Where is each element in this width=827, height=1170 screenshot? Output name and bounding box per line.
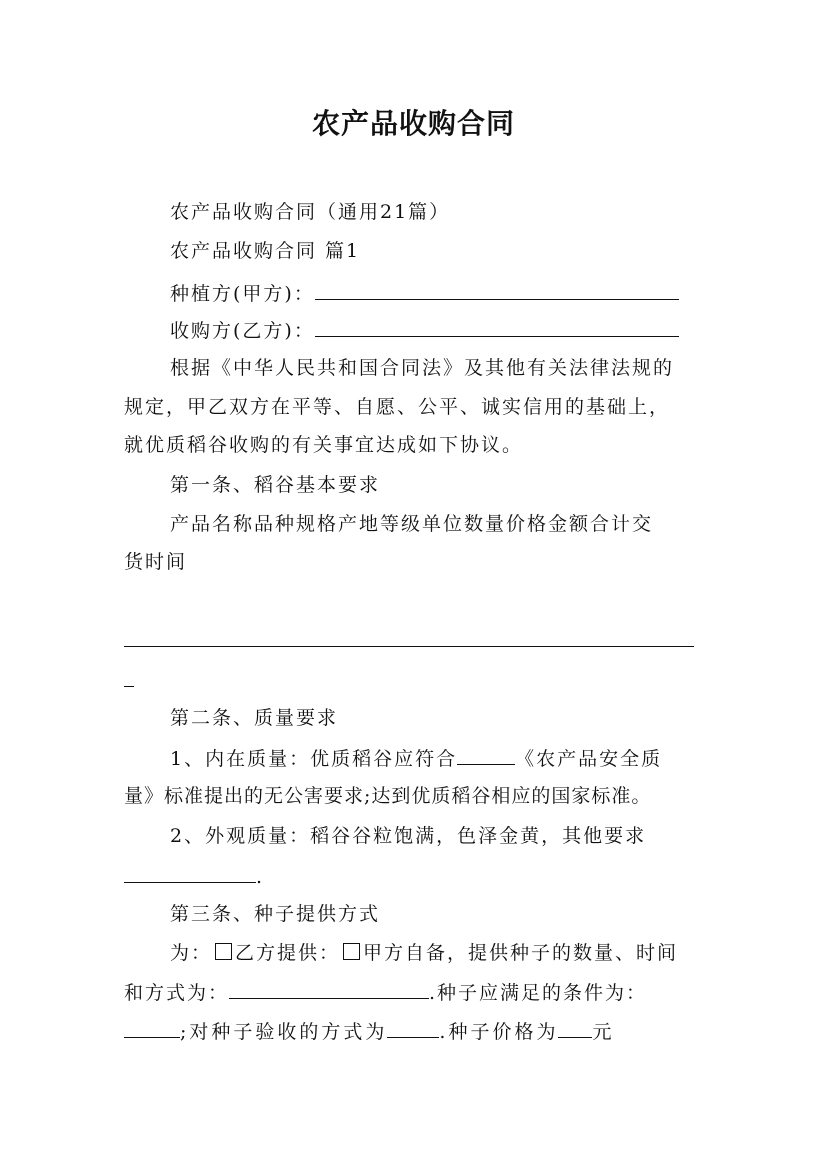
blank-rule-end: [124, 686, 134, 687]
text-fragment: 为：: [170, 942, 213, 964]
fill-blank: [387, 1017, 439, 1038]
paragraph-line: 就优质稻谷收购的有关事宜达成如下协议。: [124, 434, 524, 456]
article-heading: 第一条、稻谷基本要求: [170, 474, 381, 496]
party-a-line: [170, 279, 710, 307]
fill-blank: [457, 744, 515, 765]
paragraph-line: 规定，甲乙双方在平等、自愿、公平、诚实信用的基础上，: [124, 396, 671, 418]
section-heading: 农产品收购合同 篇1: [170, 240, 361, 262]
party-b-blank: [315, 316, 679, 337]
party-b-line: [170, 316, 710, 344]
fill-blank: [558, 1017, 592, 1038]
fill-blank: [124, 862, 256, 883]
fill-blank: [124, 1017, 180, 1038]
text-fragment: 1、内在质量：优质稻谷应符合: [170, 748, 458, 770]
text-fragment: 元: [592, 1021, 615, 1043]
fill-blank: [229, 978, 429, 999]
text-fragment: .: [256, 866, 265, 888]
subtitle-line: 农产品收购合同（通用21篇）: [170, 201, 451, 223]
paragraph-line: 量》标准提出的无公害要求;达到优质稻谷相应的国家标准。: [124, 785, 652, 807]
article-heading: 第二条、质量要求: [170, 707, 339, 729]
blank-rule: [124, 646, 694, 647]
paragraph-line: 产品名称品种规格产地等级单位数量价格金额合计交: [170, 513, 654, 535]
paragraph-line: [170, 744, 710, 772]
text-fragment: .种子价格为: [439, 1021, 559, 1043]
paragraph-line: 货时间: [124, 551, 188, 573]
text-fragment: 和方式为：: [124, 982, 230, 1004]
paragraph-line: 2、外观质量：稻谷谷粒饱满，色泽金黄，其他要求: [170, 825, 647, 847]
checkbox-icon: [343, 943, 360, 960]
party-b-label: 收购方(乙方)：: [170, 320, 315, 342]
party-a-blank: [315, 279, 679, 300]
document-title: 农产品收购合同: [311, 107, 515, 140]
text-fragment: 甲方自备，提供种子的数量、时间: [363, 942, 679, 964]
text-fragment: .种子应满足的条件为：: [429, 982, 648, 1004]
paragraph-line: [170, 940, 710, 966]
paragraph-line: 根据《中华人民共和国合同法》及其他有关法律法规的: [170, 357, 675, 379]
article-heading: 第三条、种子提供方式: [170, 903, 381, 925]
checkbox-icon: [215, 943, 232, 960]
paragraph-line: [124, 978, 714, 1006]
text-fragment: 乙方提供：: [235, 942, 341, 964]
text-fragment: 《农产品安全质: [515, 748, 663, 770]
paragraph-line: [124, 1017, 714, 1045]
party-a-label: 种植方(甲方)：: [170, 283, 315, 305]
paragraph-line: [124, 862, 714, 890]
text-fragment: ;对种子验收的方式为: [180, 1021, 388, 1043]
